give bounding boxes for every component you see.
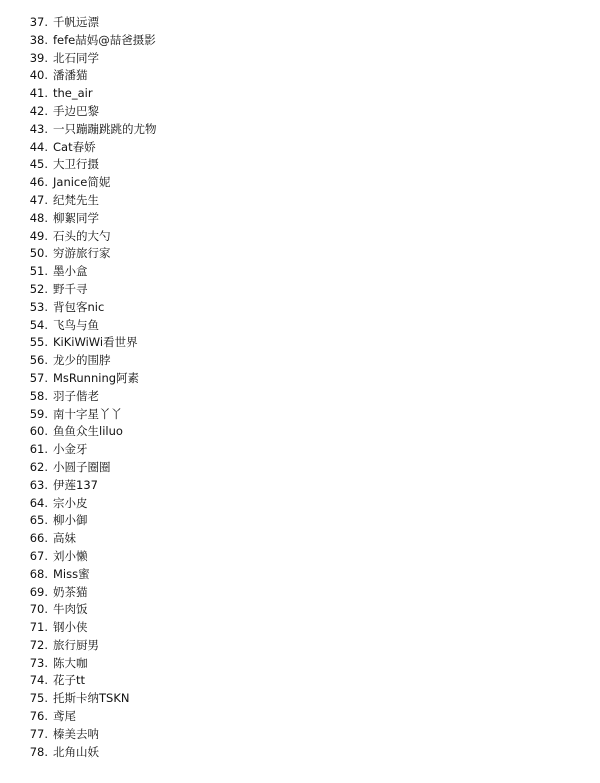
list-item-number: 72. [29,637,48,652]
list-item-number: 64. [29,495,48,510]
list-item [0,210,600,228]
list-item-number: 52. [29,281,48,296]
list-item-name: 刘小懒 [53,548,88,563]
list-item-name: 穷游旅行家 [53,246,111,261]
list-item-name: 托斯卡纳TSKN [53,691,130,706]
list-item [0,317,600,335]
list-item-number: 53. [29,299,48,314]
list-item [0,245,600,263]
list-item-number: 38. [29,32,48,47]
list-item-number: 75. [29,691,48,706]
list-item [0,495,600,513]
list-item [0,352,600,370]
list-item-number: 44. [29,139,48,154]
list-item-name: the_air [53,86,93,101]
list-item-name: 奶茶猫 [53,584,88,599]
list-item [0,192,600,210]
list-item-name: 牛肉饭 [53,602,88,617]
list-item-name: 野千寻 [53,281,88,296]
list-item-number: 76. [29,709,48,724]
list-item [0,655,600,673]
list-item-name: 石头的大勺 [53,228,111,243]
list-item-name: 宗小皮 [53,495,88,510]
list-item [0,548,600,566]
list-item-number: 65. [29,513,48,528]
list-item [0,566,600,584]
list-item-number: 73. [29,655,48,670]
list-item-number: 43. [29,121,48,136]
list-item-name: 旅行厨男 [53,637,99,652]
numbered-name-list [0,14,600,761]
list-item [0,121,600,139]
list-item-number: 71. [29,620,48,635]
list-item [0,726,600,744]
list-item-name: KiKiWiWi看世界 [53,335,138,350]
list-item-name: 小圆子圈圈 [53,459,111,474]
list-item-number: 68. [29,566,48,581]
list-item-name: MsRunning阿素 [53,370,140,385]
list-item-name: 伊莲137 [53,477,98,492]
list-item-name: Janice简妮 [53,175,111,190]
list-item [0,228,600,246]
list-item-number: 46. [29,175,48,190]
list-item-number: 57. [29,370,48,385]
list-item [0,14,600,32]
list-item [0,50,600,68]
list-item [0,637,600,655]
list-item-name: 柳絮同学 [53,210,99,225]
list-item [0,156,600,174]
list-item-number: 74. [29,673,48,688]
list-item-name: 墨小盒 [53,264,88,279]
list-item-name: 柳小御 [53,513,88,528]
list-item [0,263,600,281]
list-item-name: 大卫行摄 [53,157,99,172]
list-item [0,672,600,690]
list-item-name: 钢小侠 [53,620,88,635]
list-item-name: 北石同学 [53,50,99,65]
list-item-name: 榛美去呐 [53,726,99,741]
list-item [0,601,600,619]
list-item [0,477,600,495]
list-item [0,584,600,602]
list-item-name: 纪梵先生 [53,192,99,207]
list-item-number: 56. [29,353,48,368]
list-item-number: 67. [29,548,48,563]
list-item-name: 鱼鱼众生liluo [53,424,123,439]
list-item-number: 70. [29,602,48,617]
list-item [0,459,600,477]
list-item-number: 50. [29,246,48,261]
list-item-name: 背包客nic [53,299,105,314]
list-item [0,299,600,317]
list-item [0,690,600,708]
list-item [0,512,600,530]
list-item [0,334,600,352]
list-item [0,708,600,726]
list-item [0,619,600,637]
list-item-number: 55. [29,335,48,350]
list-item-name: Cat春娇 [53,139,96,154]
list-item-number: 40. [29,68,48,83]
list-item-name: 龙少的围脖 [53,353,111,368]
list-item-name: 陈大咖 [53,655,88,670]
list-item-name: fefe喆妈@喆爸摄影 [53,32,156,47]
list-item-number: 59. [29,406,48,421]
document-page [0,14,600,761]
list-item [0,423,600,441]
list-item-number: 42. [29,103,48,118]
list-item-number: 58. [29,388,48,403]
list-item-name: 南十字星丫丫 [53,406,122,421]
list-item-number: 39. [29,50,48,65]
list-item-name: 北角山妖 [53,744,99,759]
list-item-number: 51. [29,264,48,279]
list-item-name: 手边巴黎 [53,103,99,118]
list-item-number: 77. [29,726,48,741]
list-item-name: 羽子偕老 [53,388,99,403]
list-item-name: Miss蜜 [53,566,90,581]
list-item [0,67,600,85]
list-item-number: 60. [29,424,48,439]
list-item [0,103,600,121]
list-item-name: 千帆远漂 [53,15,99,29]
list-item-number: 62. [29,459,48,474]
list-item [0,174,600,192]
list-item [0,281,600,299]
list-item [0,441,600,459]
list-item-name: 花子tt [53,673,86,688]
list-item-name: 一只蹦蹦跳跳的尤物 [53,121,157,136]
list-item-name: 飞鸟与鱼 [53,317,99,332]
list-item [0,32,600,50]
list-item [0,744,600,762]
list-item-name: 潘潘猫 [53,68,88,83]
list-item [0,85,600,103]
list-item-number: 49. [29,228,48,243]
list-item [0,370,600,388]
list-item-number: 78. [29,744,48,759]
list-item-number: 48. [29,210,48,225]
list-item-number: 63. [29,477,48,492]
list-item-number: 54. [29,317,48,332]
list-item-number: 69. [29,584,48,599]
list-item-number: 37. [29,15,48,29]
list-item [0,388,600,406]
list-item-name: 小金牙 [53,442,88,457]
list-item-number: 61. [29,442,48,457]
list-item-number: 45. [29,157,48,172]
list-item [0,530,600,548]
list-item [0,406,600,424]
list-item-number: 47. [29,192,48,207]
list-item [0,139,600,157]
list-item-name: 鸢尾 [53,709,76,724]
list-item-name: 高妹 [53,531,76,546]
list-item-number: 41. [29,86,48,101]
list-item-number: 66. [29,531,48,546]
